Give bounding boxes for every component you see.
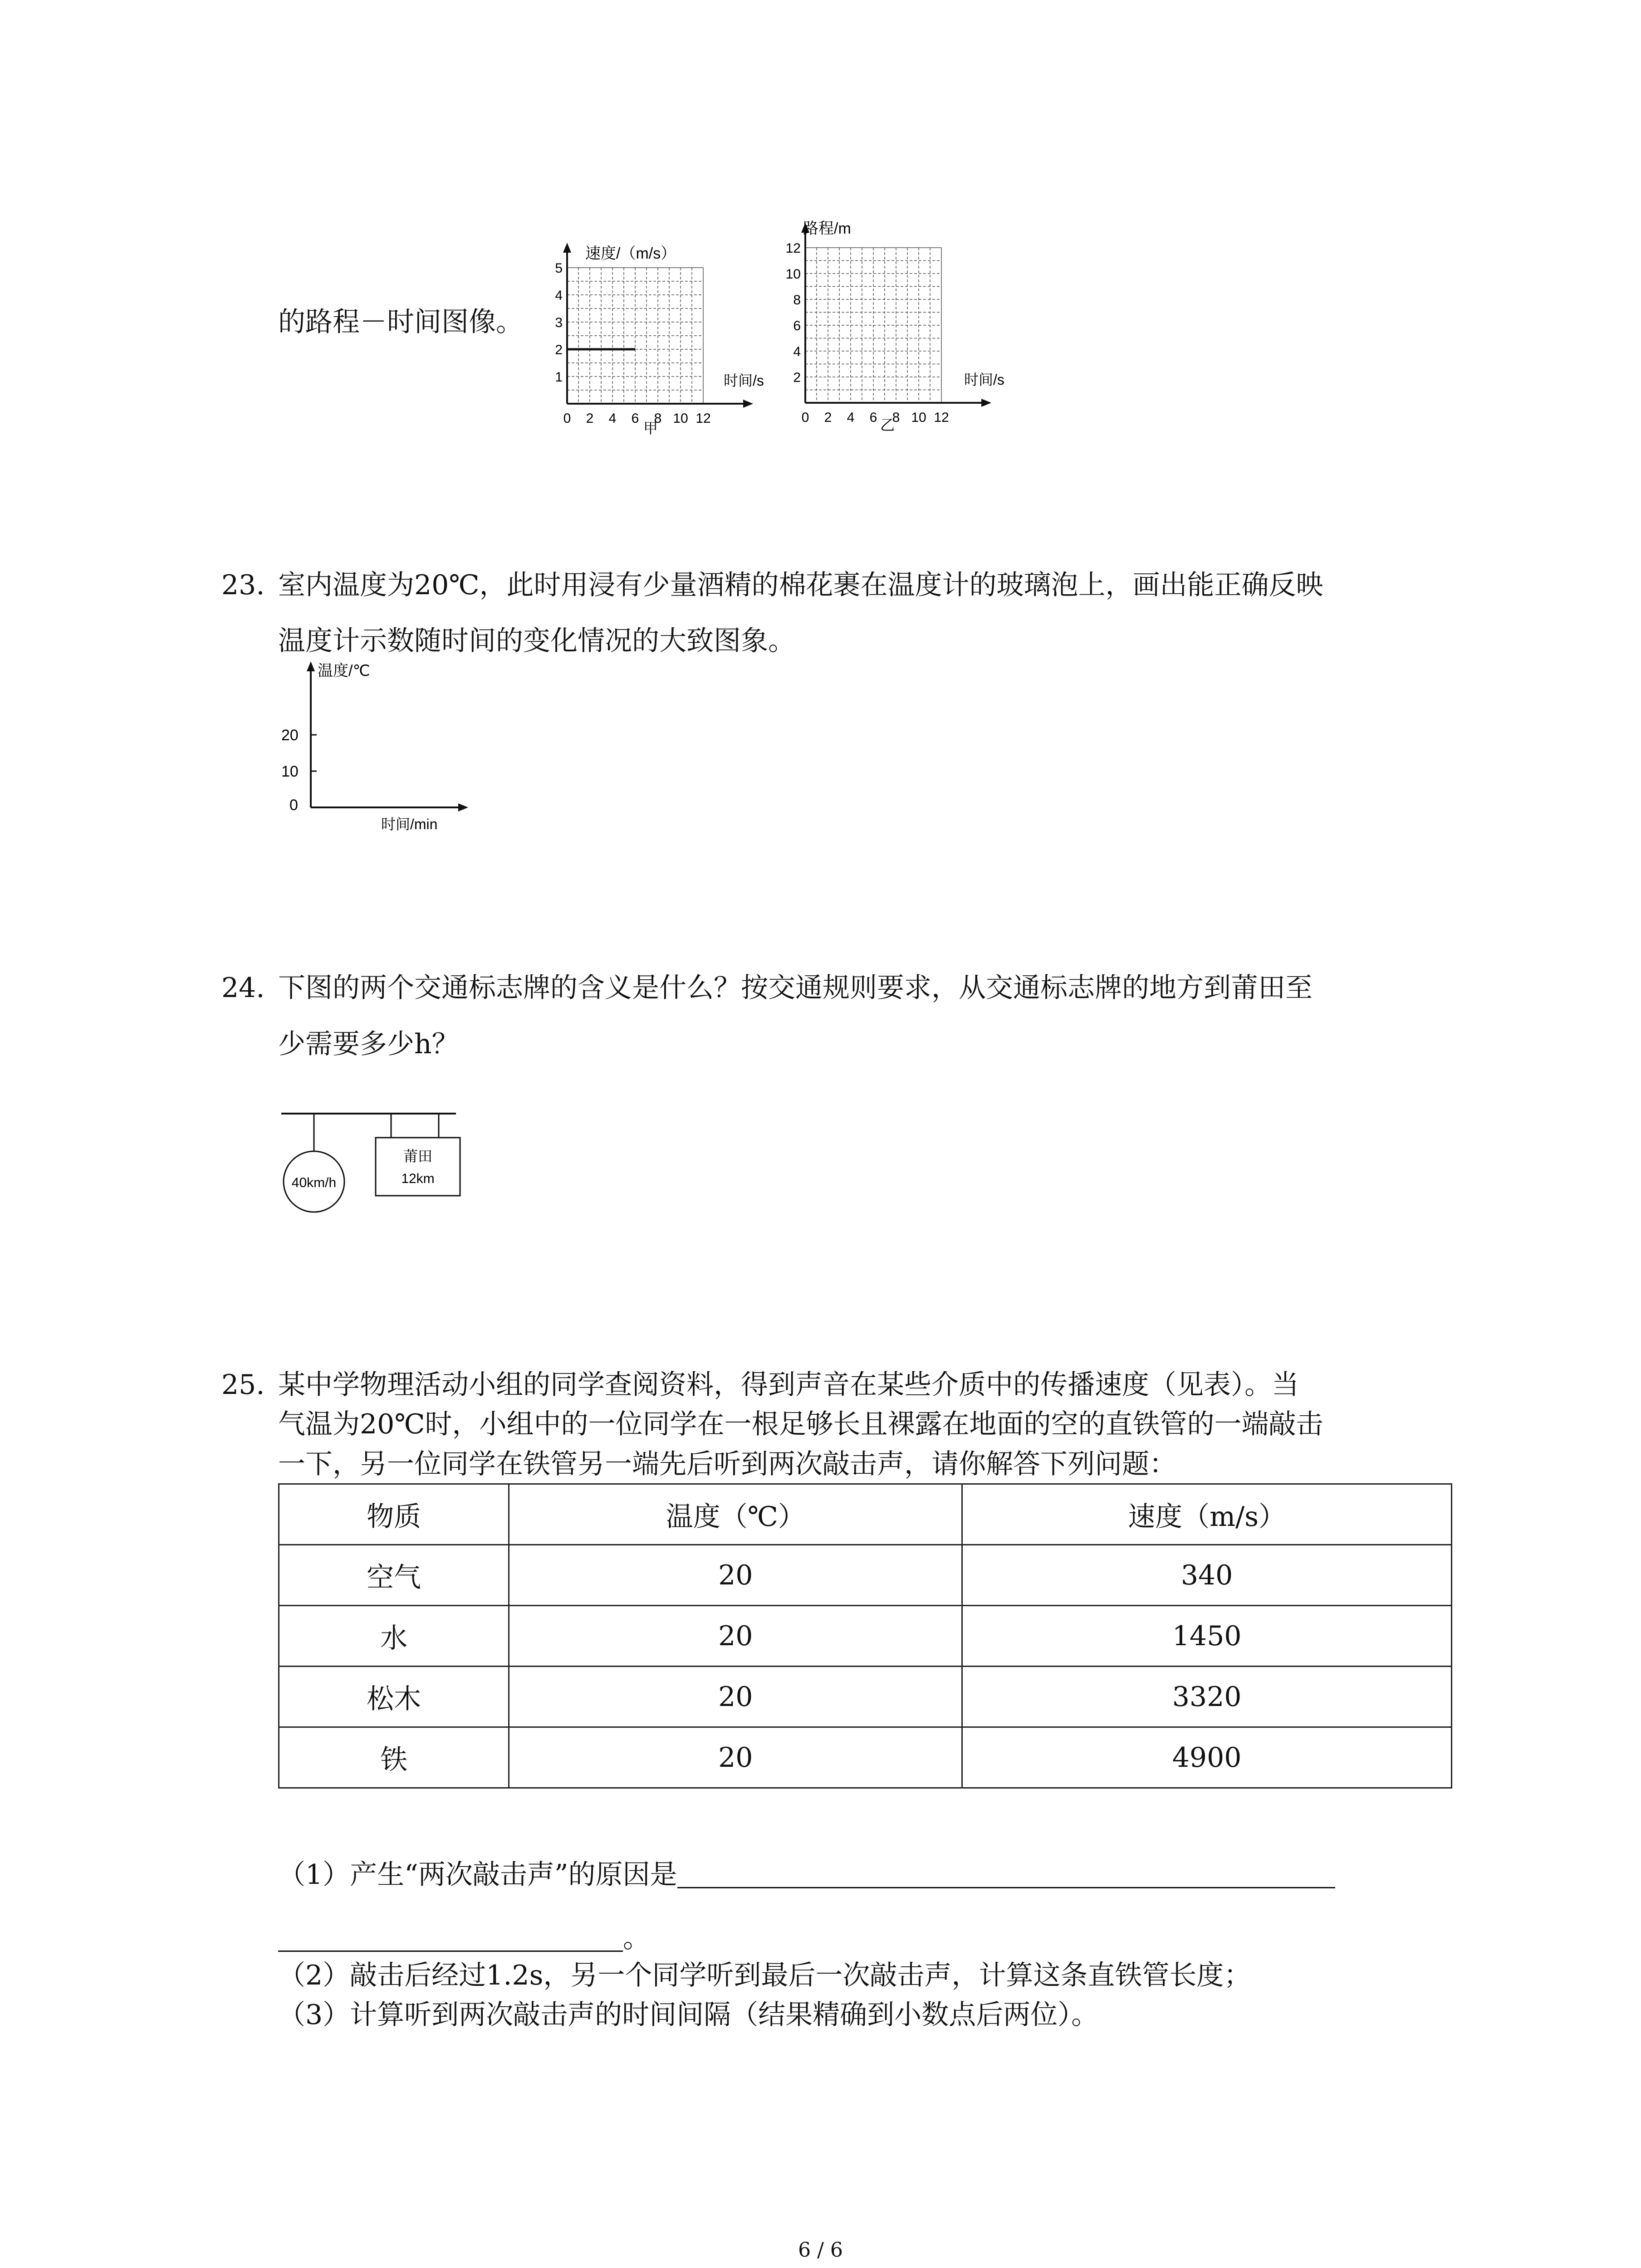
table-cell: 4900 [962, 1727, 1452, 1788]
q25-sub1-text: （1）产生“两次敲击声”的原因是 [278, 1859, 677, 1891]
x-tick-label: 10 [673, 411, 688, 426]
q23-number: 23. [221, 569, 265, 601]
q24-line1: 下图的两个交通标志牌的含义是什么？按交通规则要求，从交通标志牌的地方到莆田至 [278, 972, 1313, 1004]
x-tick-label: 2 [586, 411, 594, 426]
table-cell: 铁 [279, 1727, 509, 1788]
chart-temperature-time [254, 658, 499, 848]
chart-b-xlabel: 时间/s [964, 371, 1004, 388]
chart-c-xlabel: 时间/min [381, 816, 438, 832]
x-tick-label: 8 [654, 411, 662, 426]
chart-b-caption: 乙 [880, 417, 895, 433]
q25-sub2: （2）敲击后经过1.2s，另一个同学听到最后一次敲击声，计算这条直铁管长度； [278, 1960, 1251, 1991]
distance-sign-place: 莆田 [403, 1148, 433, 1164]
chart-speed-time [540, 236, 794, 440]
y-tick-label: 10 [785, 267, 801, 282]
chart-c-y-arrow [307, 661, 315, 671]
table-cell: 1450 [962, 1606, 1452, 1667]
sound-speed-table [278, 1483, 1452, 1789]
q25-sub1-end: 。 [623, 1922, 650, 1954]
x-tick-label: 12 [696, 411, 711, 426]
table-cell: 20 [509, 1727, 962, 1788]
y-tick-label: 4 [555, 288, 563, 303]
x-tick-label: 6 [869, 410, 877, 425]
answer-blank-2[interactable] [278, 1923, 623, 1952]
y-tick-label: 2 [793, 370, 801, 385]
chart-a-ylabel: 速度/（m/s） [585, 245, 676, 262]
q24-number: 24. [221, 972, 265, 1004]
table-header-row [279, 1484, 1452, 1545]
table-cell: 3320 [962, 1667, 1452, 1727]
distance-sign [376, 1138, 460, 1196]
q22-tail-text: 的路程－时间图像。 [278, 306, 523, 338]
chart-b-grid [805, 248, 941, 403]
y-tick-label: 5 [555, 261, 563, 276]
y-tick-label: 6 [793, 318, 801, 333]
answer-blank-1[interactable] [677, 1860, 1335, 1888]
q25-number: 25. [221, 1369, 265, 1401]
page-number: 6 / 6 [798, 2239, 843, 2262]
y-tick-label: 8 [793, 293, 801, 308]
x-tick-label: 4 [847, 410, 855, 425]
y-tick-label: 12 [785, 241, 801, 256]
table-header-cell: 物质 [279, 1484, 509, 1545]
traffic-signs [272, 1098, 472, 1229]
table-row [279, 1727, 1452, 1788]
x-tick-label: 0 [801, 410, 809, 425]
table-row [279, 1667, 1452, 1727]
x-tick-label: 10 [911, 410, 926, 425]
x-tick-label: 12 [934, 410, 949, 425]
table-cell: 松木 [279, 1667, 509, 1727]
q25-sub3: （3）计算听到两次敲击声的时间间隔（结果精确到小数点后两位）。 [278, 1999, 1099, 2031]
x-axis-arrow [981, 399, 991, 407]
x-tick-label: 4 [608, 411, 617, 426]
table-cell: 340 [962, 1545, 1452, 1606]
chart-a-xlabel: 时间/s [724, 372, 764, 389]
chart-distance-time [771, 213, 1043, 440]
chart-b-ylabel: 路程/m [803, 220, 851, 237]
y-tick-label: 1 [555, 370, 563, 385]
chart-c-ylabel: 温度/℃ [318, 662, 370, 679]
speed-limit-text: 40km/h [291, 1175, 337, 1190]
chart-a-grid [567, 268, 703, 404]
x-tick-label: 0 [563, 411, 571, 426]
y-tick-label: 3 [555, 315, 563, 330]
q23-line1: 室内温度为20℃，此时用浸有少量酒精的棉花裹在温度计的玻璃泡上，画出能正确反映 [278, 569, 1323, 601]
chart-c-x-arrow [458, 803, 468, 811]
y-axis-arrow [563, 243, 571, 253]
chart-c-ytick-20: 20 [281, 727, 299, 744]
q24-line2: 少需要多少h？ [278, 1028, 459, 1060]
x-tick-label: 2 [824, 410, 832, 425]
q23-line2: 温度计示数随时间的变化情况的大致图象。 [278, 625, 795, 657]
table-row [279, 1606, 1452, 1667]
chart-a-caption: 甲 [643, 420, 658, 436]
y-tick-label: 4 [793, 344, 801, 359]
x-tick-label: 8 [892, 410, 900, 425]
table-row [279, 1545, 1452, 1606]
q25-line2: 气温为20℃时，小组中的一位同学在一根足够长且裸露在地面的空的直铁管的一端敲击 [278, 1408, 1323, 1440]
chart-c-ytick-0: 0 [289, 797, 298, 814]
q25-line3: 一下，另一位同学在铁管另一端先后听到两次敲击声，请你解答下列问题： [278, 1448, 1176, 1480]
table-cell: 水 [279, 1606, 509, 1667]
x-axis-arrow [743, 400, 753, 408]
x-tick-label: 6 [631, 411, 639, 426]
distance-sign-km: 12km [401, 1171, 435, 1186]
table-cell: 空气 [279, 1545, 509, 1606]
table-header-cell: 速度（m/s） [962, 1484, 1452, 1545]
table-cell: 20 [509, 1606, 962, 1667]
q25-sub1-cont [278, 1923, 650, 1952]
table-cell: 20 [509, 1667, 962, 1727]
table-cell: 20 [509, 1545, 962, 1606]
chart-b-ticks [786, 241, 949, 425]
chart-c-ytick-10: 10 [281, 763, 299, 780]
table-header-cell: 温度（℃） [509, 1484, 962, 1545]
q25-sub1 [278, 1859, 1335, 1891]
y-tick-label: 2 [555, 342, 563, 357]
q25-line1: 某中学物理活动小组的同学查阅资料，得到声音在某些介质中的传播速度（见表）。当 [278, 1369, 1299, 1401]
